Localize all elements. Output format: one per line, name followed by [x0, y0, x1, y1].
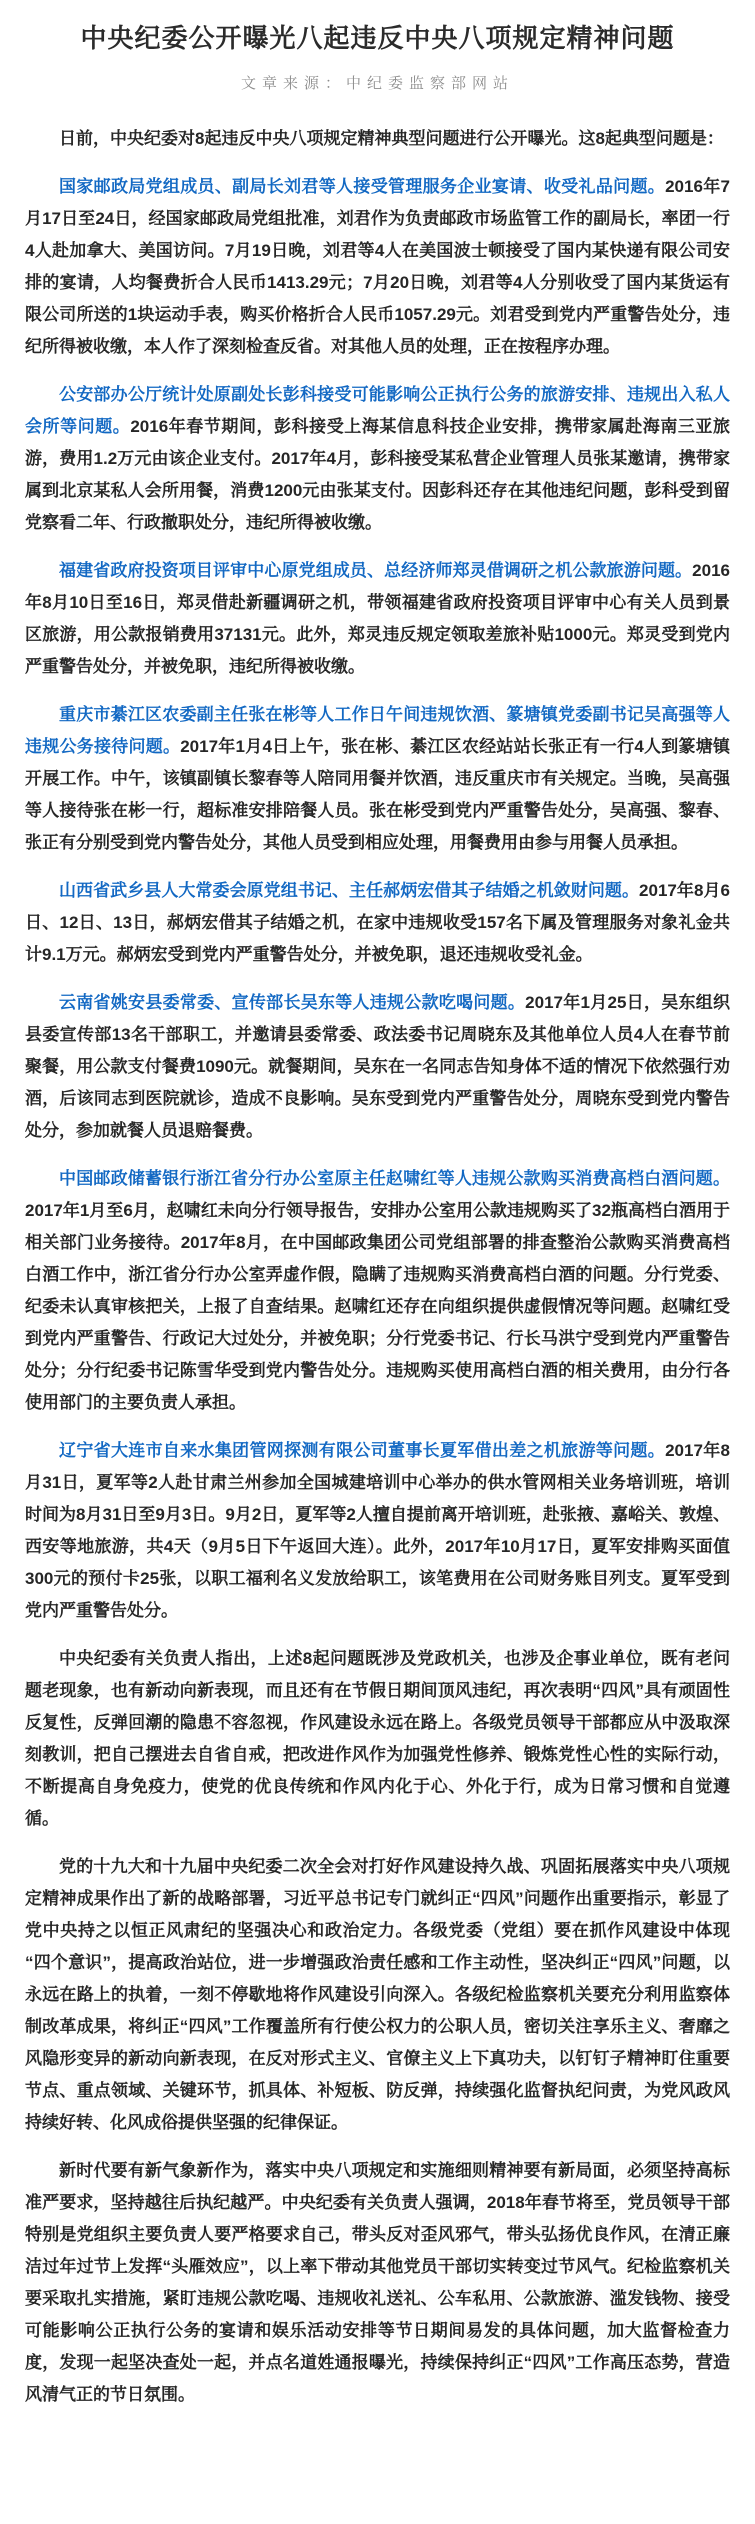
closing-paragraph-1: 中央纪委有关负责人指出，上述8起问题既涉及党政机关，也涉及企事业单位，既有老问题老现象，也有新动向新表现，而且还有在节假日期间顶风违纪，再次表明“四风”具有顽固性反复性，反弹回潮的隐患不容忽视，作风建设永远在路上。各级党员领导干部都应从中汲取深刻教训，把自己摆进去自省自戒，把改进作风作为加强党性修养、锻炼党性心性的实际行动，不断提高自身免疫力，使党的优良传统和作风内化于心、外化于行，成为日常习惯和自觉遵循。	[25, 1648, 730, 1828]
case-paragraph-5	[25, 875, 730, 971]
case-body-6: 2017年1月25日，吴东组织县委宣传部13名干部职工，并邀请县委常委、政法委书记周晓东及其他单位人员4人在春节前聚餐，用公款支付餐费1090元。就餐期间，吴东在一名同志告知身体不适的情况下依然强行劝酒，后该同志到医院就诊，造成不良影响。吴东受到党内严重警告处分，周晓东受到党内警告处分，参加就餐人员退赔餐费。	[25, 992, 731, 1140]
case-paragraph-8	[25, 1435, 730, 1627]
case-lead-2: 公安部办公厅统计处原副处长彭科接受可能影响公正执行公务的旅游安排、违规出入私人会所等问题。	[25, 384, 730, 436]
closing-paragraph-3: 新时代要有新气象新作为，落实中央八项规定和实施细则精神要有新局面，必须坚持高标准严要求，坚持越往后执纪越严。中央纪委有关负责人强调，2018年春节将至，党员领导干部特别是党组织主要负责人要严格要求自己，带头反对歪风邪气，带头弘扬优良作风，在清正廉洁过年过节上发挥“头雁效应”，以上率下带动其他党员干部切实转变过节风气。纪检监察机关要采取扎实措施，紧盯违规公款吃喝、违规收礼送礼、公车私用、公款旅游、滥发钱物、接受可能影响公正执行公务的宴请和娱乐活动安排等节日期间易发的具体问题，加大监督检查力度，发现一起坚决查处一起，并点名道姓通报曝光，持续保持纠正“四风”工作高压态势，营造风清气正的节日氛围。	[25, 2160, 730, 2404]
case-lead-3: 福建省政府投资项目评审中心原党组成员、总经济师郑灵借调研之机公款旅游问题。	[59, 560, 693, 580]
case-paragraph-6	[25, 987, 730, 1147]
case-paragraph-4	[25, 699, 730, 859]
page-title: 中央纪委公开曝光八起违反中央八项规定精神问题	[80, 23, 675, 53]
case-body-2: 2016年春节期间，彭科接受上海某信息科技企业安排，携带家属赴海南三亚旅游，费用1.2万元由该企业支付。2017年4月，彭科接受某私营企业管理人员张某邀请，携带家属到北京某私人会所用餐，消费1200元由张某支付。因彭科还存在其他违纪问题，彭科受到留党察看二年、行政撤职处分，违纪所得被收缴。	[25, 416, 730, 532]
case-body-3: 2016年8月10日至16日，郑灵借赴新疆调研之机，带领福建省政府投资项目评审中心有关人员到景区旅游，用公款报销费用37131元。此外，郑灵违反规定领取差旅补贴1000元。郑灵受到党内严重警告处分，并被免职，违纪所得被收缴。	[25, 560, 730, 676]
case-lead-6: 云南省姚安县委常委、宣传部长吴东等人违规公款吃喝问题。	[59, 992, 526, 1012]
case-body-1: 2016年7月17日至24日，经国家邮政局党组批准，刘君作为负责邮政市场监管工作的副局长，率团一行4人赴加拿大、美国访问。7月19日晚，刘君等4人在美国波士顿接受了国内某快递有限公司安排的宴请，人均餐费折合人民币1413.29元；7月20日晚，刘君等4人分别收受了国内某货运有限公司所送的1块运动手表，购买价格折合人民币1057.29元。刘君受到党内严重警告处分，违纪所得被收缴，本人作了深刻检查反省。对其他人员的处理，正在按程序办理。	[25, 176, 731, 356]
intro-paragraph: 日前，中央纪委对8起违反中央八项规定精神典型问题进行公开曝光。这8起典型问题是：	[59, 128, 724, 148]
case-lead-8: 辽宁省大连市自来水集团管网探测有限公司董事长夏军借出差之机旅游等问题。	[59, 1440, 666, 1460]
case-body-5: 2017年8月6日、12日、13日，郝炳宏借其子结婚之机，在家中违规收受157名下属及管理服务对象礼金共计9.1万元。郝炳宏受到党内严重警告处分，并被免职，退还违规收受礼金。	[25, 880, 730, 964]
case-paragraph-1	[25, 171, 730, 363]
case-body-4: 2017年1月4日上午，张在彬、綦江区农经站站长张正有一行4人到篆塘镇开展工作。中午，该镇副镇长黎春等人陪同用餐并饮酒，违反重庆市有关规定。当晚，吴高强等人接待张在彬一行，超标准安排陪餐人员。张在彬受到党内严重警告处分，吴高强、黎春、张正有分别受到党内警告处分，其他人员受到相应处理，用餐费用由参与用餐人员承担。	[25, 736, 731, 852]
case-paragraph-3	[25, 555, 730, 683]
case-lead-5: 山西省武乡县人大常委会原党组书记、主任郝炳宏借其子结婚之机敛财问题。	[59, 880, 640, 900]
closing-paragraph-2: 党的十九大和十九届中央纪委二次全会对打好作风建设持久战、巩固拓展落实中央八项规定精神成果作出了新的战略部署，习近平总书记专门就纠正“四风”问题作出重要指示，彰显了党中央持之以恒正风肃纪的坚强决心和政治定力。各级党委（党组）要在抓作风建设中体现“四个意识”，提高政治站位，进一步增强政治责任感和工作主动性，坚决纠正“四风”问题，以永远在路上的执着，一刻不停歇地将作风建设引向深入。各级纪检监察机关要充分利用监察体制改革成果，将纠正“四风”工作覆盖所有行使公权力的公职人员，密切关注享乐主义、奢靡之风隐形变异的新动向新表现，在反对形式主义、官僚主义上下真功夫，以钉钉子精神盯住重要节点、重点领域、关键环节，抓具体、补短板、防反弹，持续强化监督执纪问责，为党风政风持续好转、化风成俗提供坚强的纪律保证。	[25, 1856, 730, 2132]
case-paragraph-7	[25, 1163, 730, 1419]
case-lead-7: 中国邮政储蓄银行浙江省分行办公室原主任赵啸红等人违规公款购买消费高档白酒问题。	[59, 1168, 730, 1188]
case-lead-4: 重庆市綦江区农委副主任张在彬等人工作日午间违规饮酒、篆塘镇党委副书记吴高强等人违规公务接待问题。	[25, 704, 730, 756]
case-lead-1: 国家邮政局党组成员、副局长刘君等人接受管理服务企业宴请、收受礼品问题。	[59, 176, 666, 196]
case-paragraph-2	[25, 379, 730, 539]
article-source-line: 文章来源：中纪委监察部网站	[240, 73, 514, 92]
case-body-7: 2017年1月至6月，赵啸红未向分行领导报告，安排办公室用公款违规购买了32瓶高档白酒用于相关部门业务接待。2017年8月，在中国邮政集团公司党组部署的排查整治公款购买消费高档白酒工作中，浙江省分行办公室弄虚作假，隐瞒了违规购买消费高档白酒的问题。分行党委、纪委未认真审核把关，上报了自查结果。赵啸红还存在向组织提供虚假情况等问题。赵啸红受到党内严重警告、行政记大过处分，并被免职；分行党委书记、行长马洪宁受到党内严重警告处分；分行纪委书记陈雪华受到党内警告处分。违规购买使用高档白酒的相关费用，由分行各使用部门的主要负责人承担。	[25, 1200, 730, 1412]
bottom-whitespace	[25, 2427, 730, 2451]
case-body-8: 2017年8月31日，夏军等2人赴甘肃兰州参加全国城建培训中心举办的供水管网相关业务培训班，培训时间为8月31日至9月3日。9月2日，夏军等2人擅自提前离开培训班，赴张掖、嘉峪关、敦煌、西安等地旅游，共4天（9月5日下午返回大连）。此外，2017年10月17日，夏军安排购买面值300元的预付卡25张，以职工福利名义发放给职工，该笔费用在公司财务账目列支。夏军受到党内严重警告处分。	[25, 1440, 731, 1620]
